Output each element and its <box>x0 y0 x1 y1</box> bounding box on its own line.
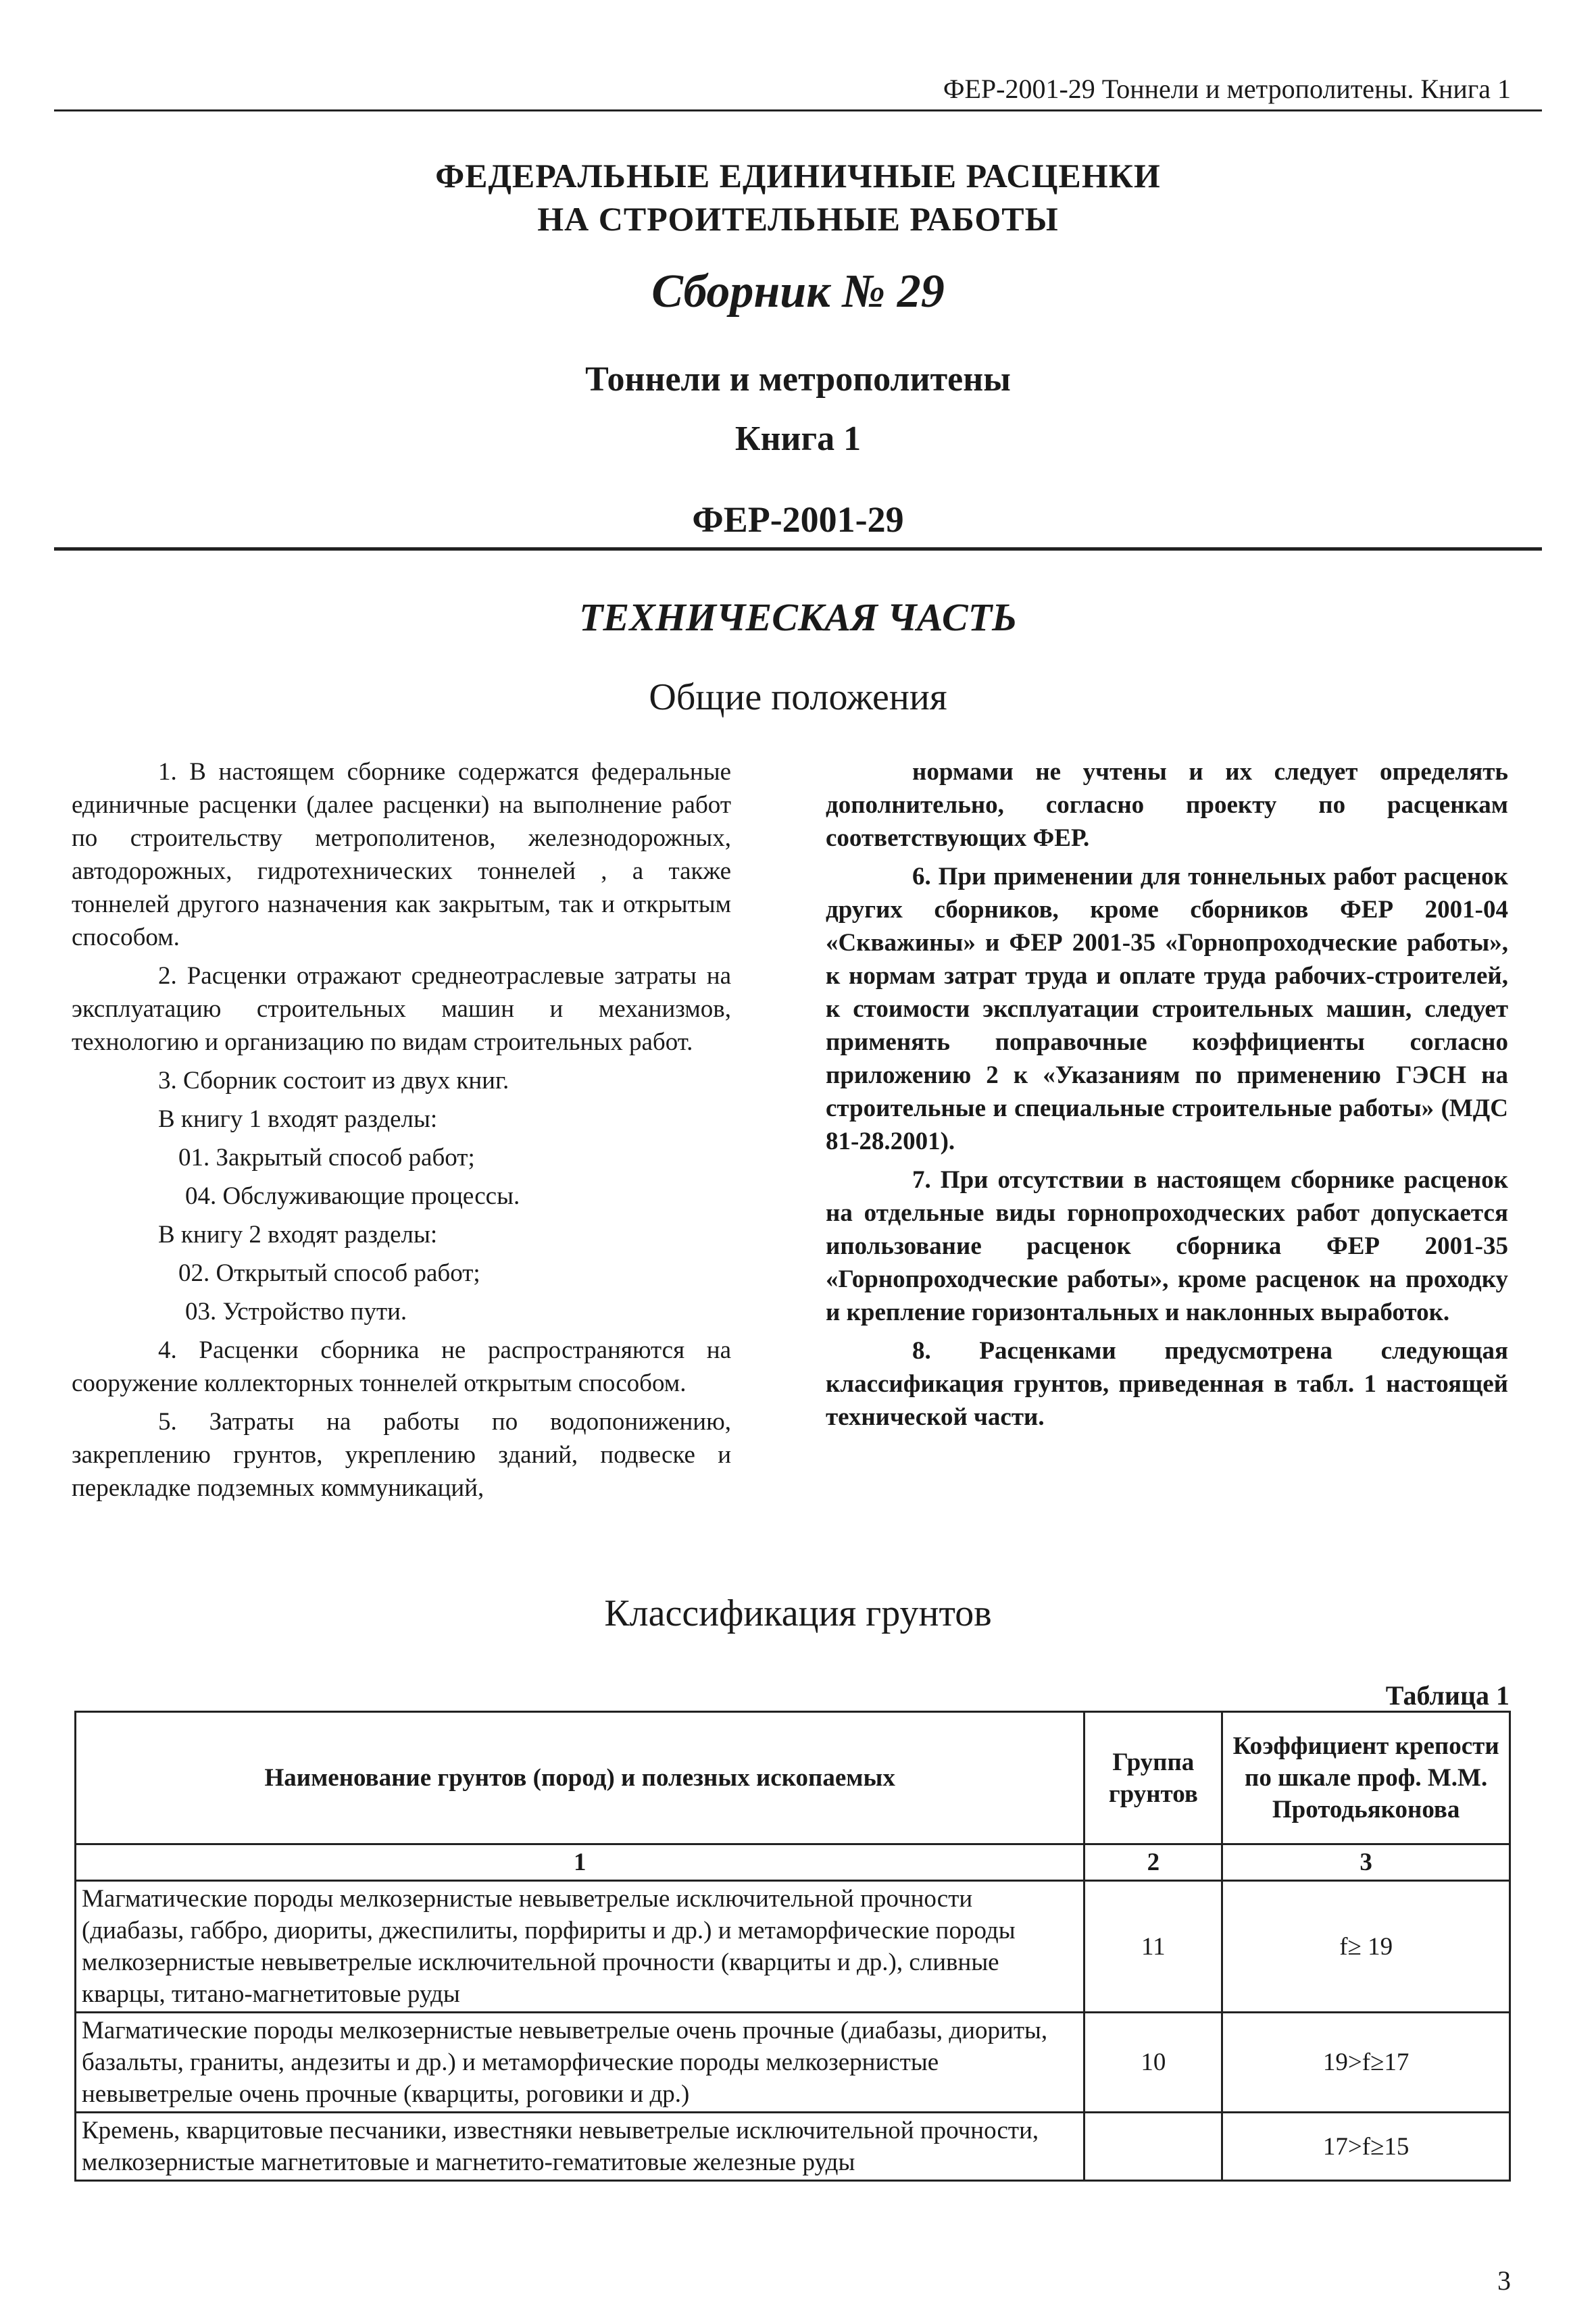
soil-name-cell: Магматические породы мелкозернистые невыветрелые исключительной прочности (диабазы, габбро, диориты, джеспилиты, порфириты и др.) и метаморфические породы мелкозернистые невыветрелые исключительной прочности (кварциты и др.), сливные кварцы, титано-магнетитовые руды <box>76 1881 1084 2013</box>
document-code: ФЕР-2001-29 <box>692 499 904 540</box>
table-row <box>76 1881 1510 2013</box>
paragraph: 4. Расценки сборника не распространяются на сооружение коллекторных тоннелей открытым способом. <box>72 1336 731 1397</box>
list-item: 02. Открытый способ работ; <box>178 1259 480 1287</box>
paragraph: 2. Расценки отражают среднеотраслевые затраты на эксплуатацию строительных машин и механизмов, технологию и организацию по видам строительных работ. <box>72 962 731 1056</box>
soil-group-cell: 11 <box>1084 1881 1222 2013</box>
paragraph: 7. При отсутствии в настоящем сборнике расценок на отдельные виды горнопроходческих работ допускается ипользование расценок сборника ФЕР 2001-35 «Горнопроходческие работы», кроме расценок на проходку и крепление горизонтальных и наклонных выработок. <box>826 1166 1508 1326</box>
section-title: ТЕХНИЧЕСКАЯ ЧАСТЬ <box>579 595 1017 639</box>
paragraph: 5. Затраты на работы по водопонижению, закреплению грунтов, укреплению зданий, подвеске и перекладке подземных коммуникаций, <box>72 1408 731 1502</box>
table-title: Классификация грунтов <box>604 1592 992 1634</box>
soil-classification-table <box>74 1711 1511 2182</box>
subject-title: Тоннели и метрополитены <box>585 360 1011 399</box>
table-header-row <box>76 1712 1510 1844</box>
right-column <box>826 755 1508 1439</box>
hardness-coefficient-cell: 19>f≥17 <box>1222 2013 1510 2113</box>
subsection-title: Общие положения <box>649 676 947 718</box>
paragraph: 1. В настоящем сборнике содержатся федеральные единичные расценки (далее расценки) на выполнение работ по строительству метрополитенов, железнодорожных, автодорожных, гидротехнических тоннелей , а также тоннелей другого назначения как закрытым, так и открытым способом. <box>72 758 731 951</box>
table-row <box>76 2013 1510 2113</box>
paragraph: 8. Расценками предусмотрена следующая классификация грунтов, приведенная в табл. 1 настоящей технической части. <box>826 1337 1508 1431</box>
column-header: Наименование грунтов (пород) и полезных ископаемых <box>76 1712 1084 1844</box>
hardness-coefficient-cell: 17>f≥15 <box>1222 2113 1510 2181</box>
title-line-2: НА СТРОИТЕЛЬНЫЕ РАБОТЫ <box>537 200 1059 238</box>
column-number: 2 <box>1084 1844 1222 1881</box>
running-header: ФЕР-2001-29 Тоннели и метрополитены. Книга 1 <box>943 74 1511 104</box>
list-item: 04. Обслуживающие процессы. <box>185 1182 520 1210</box>
title-line-1: ФЕДЕРАЛЬНЫЕ ЕДИНИЧНЫЕ РАСЦЕНКИ <box>435 157 1161 195</box>
hardness-coefficient-cell: f≥ 19 <box>1222 1881 1510 2013</box>
list-item: 01. Закрытый способ работ; <box>178 1144 475 1172</box>
book-title: Книга 1 <box>734 420 862 458</box>
paragraph: В книгу 2 входят разделы: <box>158 1221 438 1249</box>
column-number-row <box>76 1844 1510 1881</box>
header-rule <box>54 109 1542 111</box>
paragraph: нормами не учтены и их следует определять дополнительно, согласно проекту по расценкам соответствующих ФЕР. <box>826 758 1508 852</box>
collection-title: Сборник № 29 <box>651 266 945 318</box>
soil-group-cell <box>1084 2113 1222 2181</box>
document-title <box>0 154 1596 241</box>
title-rule <box>54 547 1542 551</box>
table-label: Таблица 1 <box>1385 1680 1510 1711</box>
paragraph: В книгу 1 входят разделы: <box>158 1105 438 1133</box>
paragraph: 3. Сборник состоит из двух книг. <box>158 1067 509 1095</box>
column-header: Группа грунтов <box>1084 1712 1222 1844</box>
soil-name-cell: Кремень, кварцитовые песчаники, известняки невыветрелые исключительной прочности, мелкозернистые магнетитовые и магнетито-гематитовые железные руды <box>76 2113 1084 2181</box>
page-number: 3 <box>1497 2265 1511 2296</box>
column-header: Коэффициент крепости по шкале проф. М.М. Протодьяконова <box>1222 1712 1510 1844</box>
column-number: 1 <box>76 1844 1084 1881</box>
soil-group-cell: 10 <box>1084 2013 1222 2113</box>
paragraph: 6. При применении для тоннельных работ расценок других сборников, кроме сборников ФЕР 2001-04 «Скважины» и ФЕР 2001-35 «Горнопроходческие работы», к нормам затрат труда и оплате труда рабочих-строителей, к стоимости эксплуатации строительных машин, следует применять поправочные коэффициенты согласно приложению 2 к «Указаниям по применению ГЭСН на строительные и специальные строительные работы» (МДС 81-28.2001). <box>826 863 1508 1155</box>
list-item: 03. Устройство пути. <box>185 1298 407 1326</box>
left-column <box>72 755 731 1510</box>
table-row <box>76 2113 1510 2181</box>
soil-name-cell: Магматические породы мелкозернистые невыветрелые очень прочные (диабазы, диориты, базальты, граниты, андезиты и др.) и метаморфические породы мелкозернистые невыветрелые очень прочные (кварциты, роговики и др.) <box>76 2013 1084 2113</box>
column-number: 3 <box>1222 1844 1510 1881</box>
